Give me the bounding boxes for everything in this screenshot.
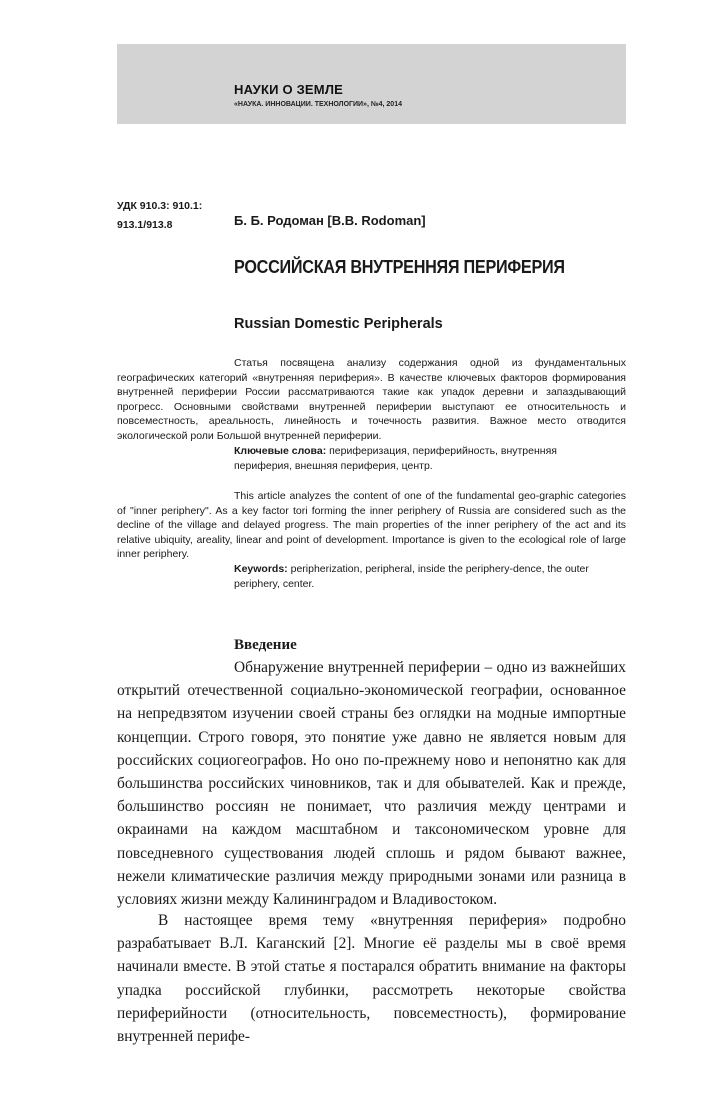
keywords-en-text: peripherization, peripheral, inside the periphery-dence, the outer periphery, center.	[234, 563, 589, 590]
keywords-ru-text: периферизация, периферийность, внутренняя периферия, внешняя периферия, центр.	[234, 445, 557, 472]
section-heading-intro: Введение	[234, 637, 297, 653]
udk-line-2: 913.1/913.8	[117, 219, 173, 231]
abstract-en: This article analyzes the content of one of the fundamental geo-graphic categories of "inner periphery". As a key factor tori forming the inner periphery of Russia are considered such as the decline of the village and delayed progress. The main properties of the inner periphery of the act and its relative ubiquity, areality, linear and point of development. Importance is given to the ecological role of large inner periphery.	[117, 490, 626, 561]
article-author: Б. Б. Родоман [B.B. Rodoman]	[234, 213, 426, 228]
udk-line-1: УДК 910.3: 910.1:	[117, 200, 203, 212]
keywords-ru	[234, 444, 614, 473]
article-title-ru: РОССИЙСКАЯ ВНУТРЕННЯЯ ПЕРИФЕРИЯ	[234, 257, 565, 277]
body-paragraph-2: В настоящее время тему «внутренняя периферия» подробно разрабатывает В.Л. Каганский [2]. Многие её разделы мы в своё время начинали вместе. В этой статье я постарался обратить внимание на факторы упадка российской глубинки, рассмотреть некоторые свойства периферийности (относительность, повсеместность), формирование внутренней перифе-	[117, 912, 626, 1046]
keywords-en	[234, 562, 614, 591]
abstract-ru: Статья посвящена анализу содержания одной из фундаментальных географических категорий «внутренняя периферия». В качестве ключевых факторов формирования внутренней периферии России рассматриваются такие как упадок деревни и запаздывающий прогресс. Основными свойствами внутренней периферии выступают ее относительность и повсеместность, ареальность, линейность и точечность развития. Важное место отводится экологической роли Большой внутренней периферии.	[117, 357, 626, 442]
body-paragraph-1: Обнаружение внутренней периферии – одно из важнейших открытий отечественной социально-экономической географии, основанное на непредвзятом изучении своей страны без оглядки на модные импортные концепции. Строго говоря, это понятие уже давно не является новым для российских социогеографов. Но оно по-прежнему ново и непонятно как для большинства российских чиновников, так и для обывателей. Как и прежде, большинство россиян не понимает, что различия между центрами и окраинами на каждом масштабном и таксономическом уровне для повседневного существования людей сплошь и рядом бывают важнее, нежели климатические различия между природными зонами или разница в условиях жизни между Калининградом и Владивостоком.	[117, 659, 626, 909]
article-title-en: Russian Domestic Peripherals	[234, 316, 443, 332]
journal-section-title: НАУКИ О ЗЕМЛЕ	[234, 82, 344, 97]
keywords-ru-label: Ключевые слова:	[234, 445, 327, 457]
keywords-en-label: Keywords:	[234, 563, 288, 575]
journal-header-band	[117, 44, 626, 124]
udk-classification	[117, 197, 232, 235]
journal-subtitle: «НАУКА. ИННОВАЦИИ. ТЕХНОЛОГИИ», №4, 2014	[234, 101, 402, 108]
